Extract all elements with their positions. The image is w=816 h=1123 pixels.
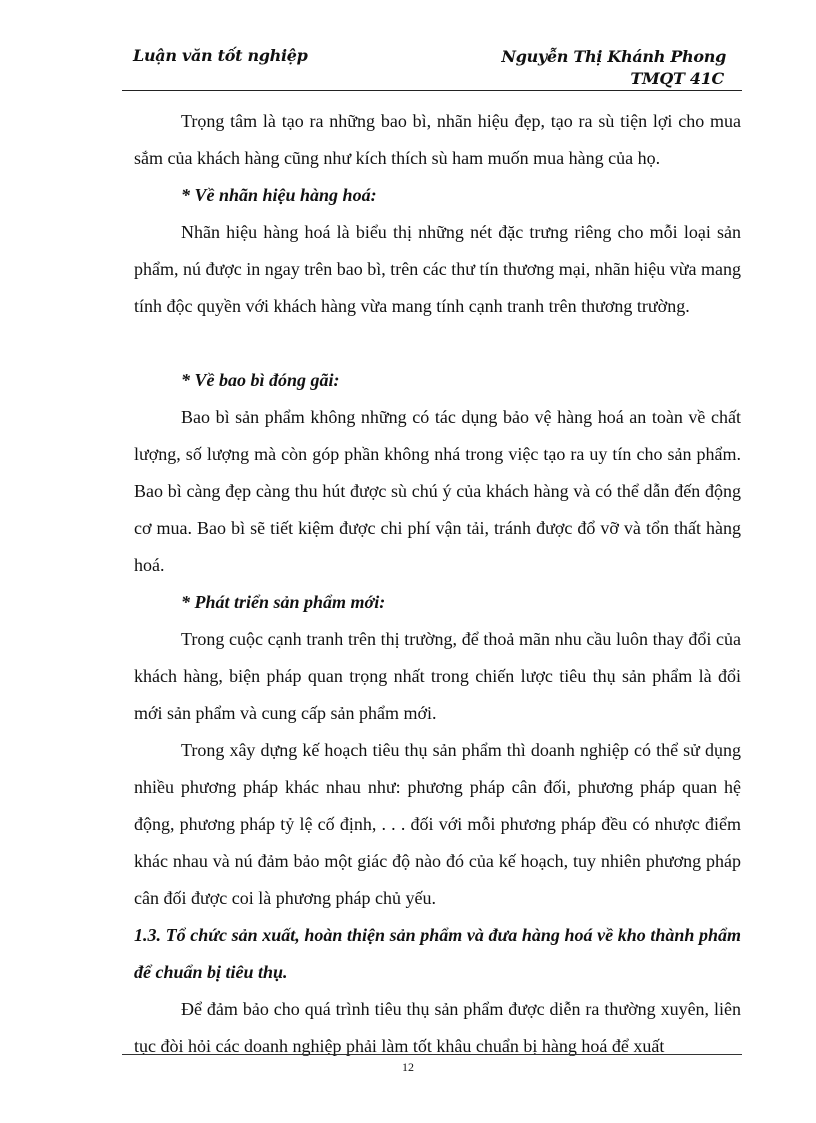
footer-rule [122, 1054, 742, 1055]
paragraph-packaging-focus: Trọng tâm là tạo ra những bao bì, nhãn hiệu đẹp, tạo ra sù tiện lợi cho mua sắm của khách hàng cũng như kích thích sù ham muốn mua hàng của họ. [134, 111, 741, 168]
header-thesis-label: Luận văn tốt nghiệp [133, 46, 308, 65]
header-rule [122, 90, 742, 91]
paragraph-section-1-3: Để đảm bảo cho quá trình tiêu thụ sản phẩm được diễn ra thường xuyên, liên tục đòi hỏi các doanh nghiệp phải làm tốt khâu chuẩn bị hàng hoá để xuất [134, 999, 741, 1056]
subheading-packaging: * Về bao bì đóng gãi: [181, 370, 340, 390]
subheading-brand: * Về nhãn hiệu hàng hoá: [181, 185, 377, 205]
paragraph-new-product: Trong cuộc cạnh tranh trên thị trường, để thoả mãn nhu cầu luôn thay đổi của khách hàng, biện pháp quan trọng nhất trong chiến lược tiêu thụ sản phẩm là đổi mới sản phẩm và cung cấp sản phẩm mới. [134, 629, 741, 723]
subheading-new-product: * Phát triển sản phẩm mới: [181, 592, 386, 612]
header-class-code: TMQT 41C [630, 69, 724, 88]
page-body [134, 103, 741, 1065]
header-author: Nguyễn Thị Khánh Phong [501, 47, 726, 66]
header-author-block [501, 46, 726, 90]
paragraph-planning-methods: Trong xây dựng kế hoạch tiêu thụ sản phẩm thì doanh nghiệp có thể sử dụng nhiều phương pháp khác nhau như: phương pháp cân đối, phương pháp quan hệ động, phương pháp tỷ lệ cố định, . . . đối với mỗi phương pháp đều có nhược điểm khác nhau và nú đảm bảo một giác độ nào đó của kế hoạch, tuy nhiên phương pháp cân đối được coi là phương pháp chủ yếu. [134, 740, 741, 908]
section-heading-1-3: 1.3. Tổ chức sản xuất, hoàn thiện sản phẩm và đưa hàng hoá về kho thành phẩm để chuẩn bị tiêu thụ. [134, 925, 741, 982]
paragraph-brand: Nhãn hiệu hàng hoá là biểu thị những nét đặc trưng riêng cho mỗi loại sản phẩm, nú được in ngay trên bao bì, trên các thư tín thương mại, nhãn hiệu vừa mang tính độc quyền với khách hàng vừa mang tính cạnh tranh trên thương trường. [134, 222, 741, 316]
paragraph-packaging: Bao bì sản phẩm không những có tác dụng bảo vệ hàng hoá an toàn về chất lượng, số lượng mà còn góp phần không nhá trong việc tạo ra uy tín cho sản phẩm. Bao bì càng đẹp càng thu hút được sù chú ý của khách hàng và có thể dẫn đến động cơ mua. Bao bì sẽ tiết kiệm được chi phí vận tải, tránh được đổ vỡ và tổn thất hàng hoá. [134, 407, 741, 575]
page-number: 12 [402, 1060, 414, 1074]
